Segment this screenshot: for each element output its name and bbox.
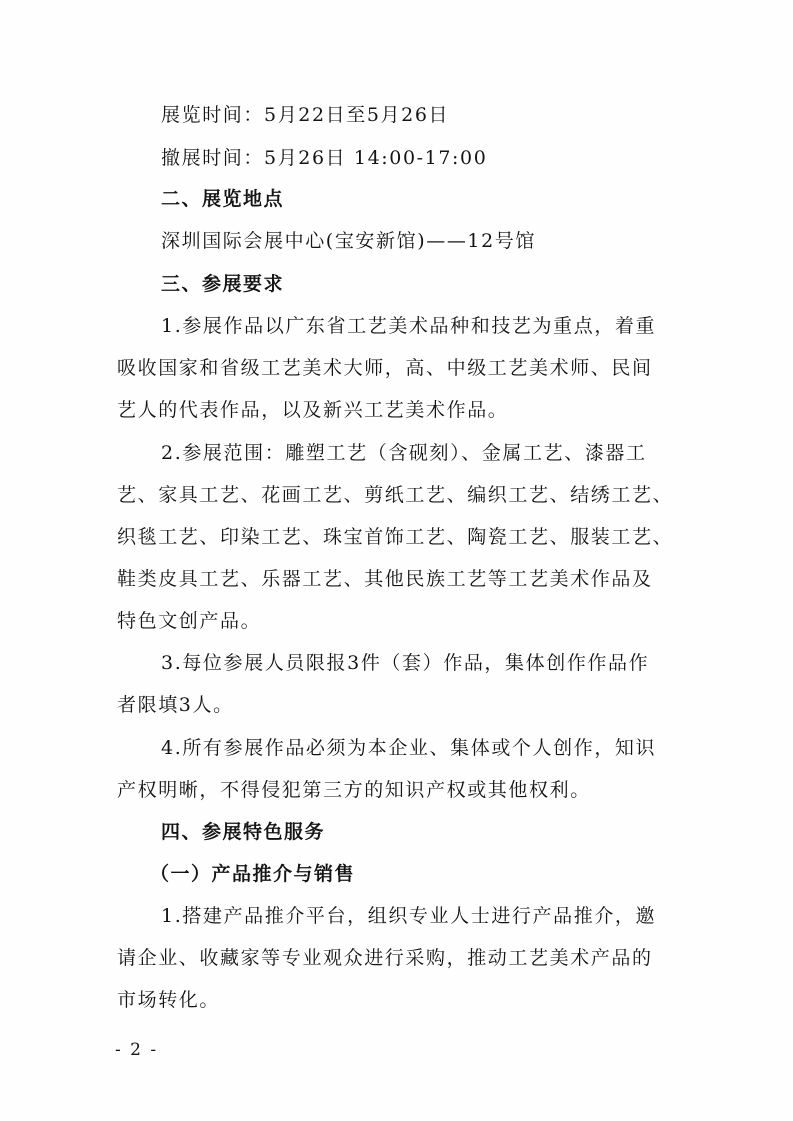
venue-text: 深圳国际会展中心(宝安新馆)——12号馆 — [161, 230, 537, 252]
paragraph-line: 3.每位参展人员限报3件（套）作品，集体创作作品作 — [161, 652, 650, 674]
paragraph-line: 者限填3人。 — [117, 694, 234, 716]
section-heading-requirements: 三、参展要求 — [161, 273, 285, 295]
paragraph-line: 艺、家具工艺、花画工艺、剪纸工艺、编织工艺、结绣工艺、 — [117, 484, 674, 506]
paragraph-line: 1.参展作品以广东省工艺美术品种和技艺为重点，着重 — [161, 315, 657, 337]
section-heading-services: 四、参展特色服务 — [161, 821, 326, 843]
page-number: - 2 - — [115, 1040, 159, 1060]
paragraph-line: 1.搭建产品推介平台，组织专业人士进行产品推介，邀 — [161, 905, 657, 927]
paragraph-line: 吸收国家和省级工艺美术大师，高、中级工艺美术师、民间 — [117, 357, 653, 379]
subsection-heading-promotion: （一）产品推介与销售 — [150, 863, 356, 885]
paragraph-line: 艺人的代表作品，以及新兴工艺美术作品。 — [117, 399, 509, 421]
paragraph-line: 织毯工艺、印染工艺、珠宝首饰工艺、陶瓷工艺、服装工艺、 — [117, 526, 674, 548]
paragraph-line: 4.所有参展作品必须为本企业、集体或个人创作，知识 — [161, 737, 657, 759]
paragraph-line: 市场转化。 — [117, 989, 221, 1011]
teardown-time: 撤展时间：5月26日 14:00-17:00 — [161, 147, 488, 169]
section-heading-venue: 二、展览地点 — [161, 188, 285, 210]
paragraph-line: 2.参展范围：雕塑工艺（含砚刻）、金属工艺、漆器工 — [161, 442, 647, 464]
exhibition-time: 展览时间：5月22日至5月26日 — [161, 104, 450, 126]
paragraph-line: 请企业、收藏家等专业观众进行采购，推动工艺美术产品的 — [117, 947, 653, 969]
paragraph-line: 特色文创产品。 — [117, 610, 262, 632]
paragraph-line: 产权明晰，不得侵犯第三方的知识产权或其他权利。 — [117, 779, 591, 801]
paragraph-line: 鞋类皮具工艺、乐器工艺、其他民族工艺等工艺美术作品及 — [117, 568, 653, 590]
